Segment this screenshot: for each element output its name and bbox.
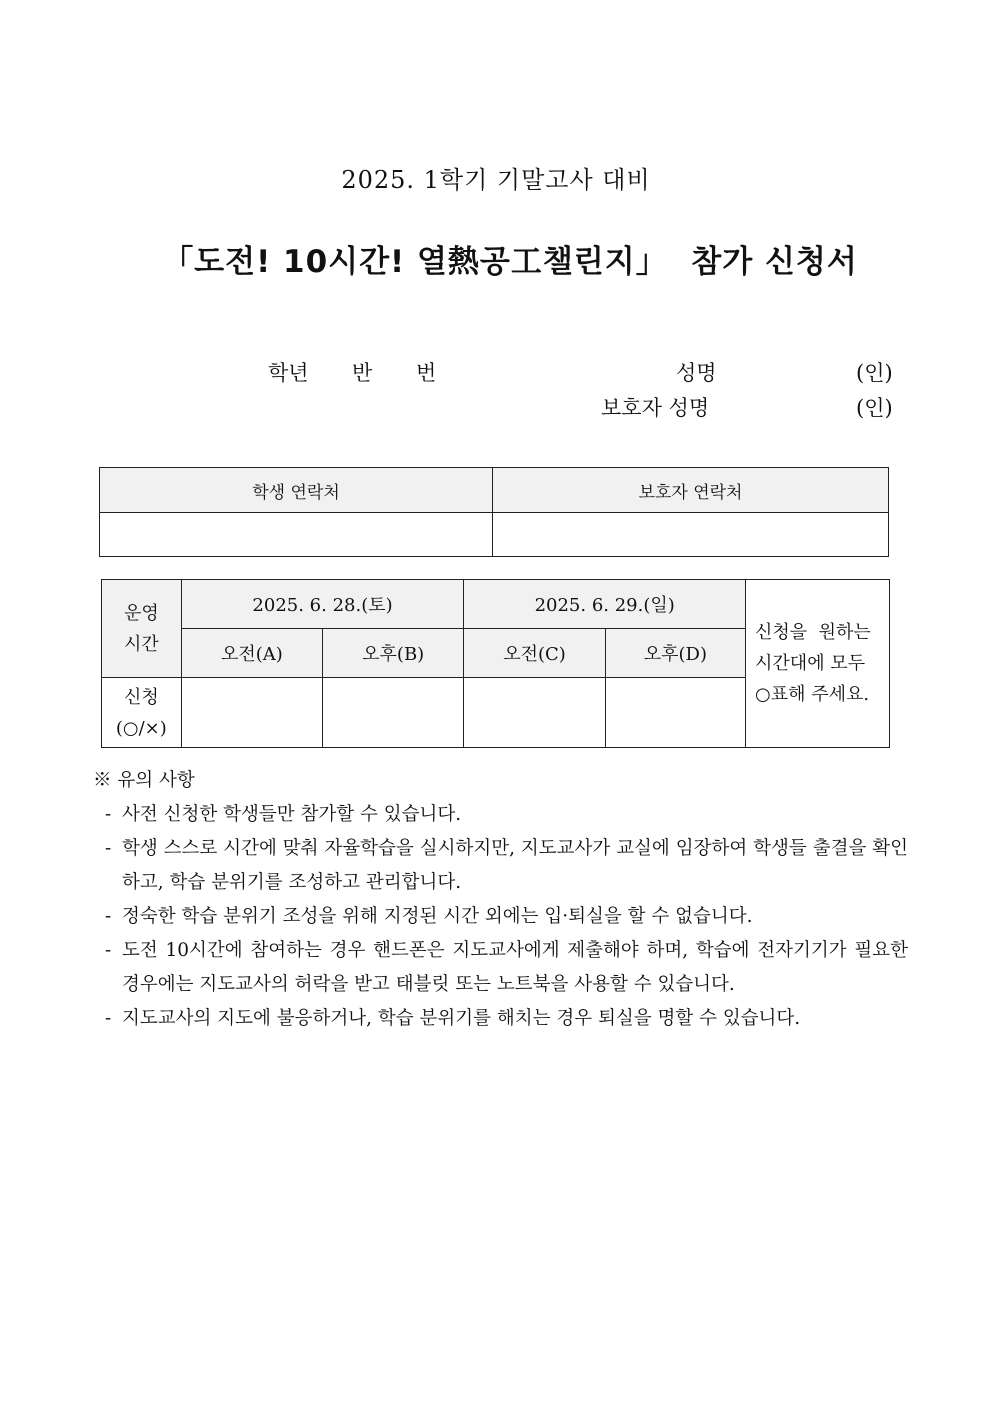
slot-b-field[interactable] — [323, 678, 464, 748]
note-dash: - — [105, 804, 112, 825]
note-item: - 정숙한 학습 분위기 조성을 위해 지정된 시간 외에는 입·퇴실을 할 수 없습니다. — [93, 900, 908, 934]
number-label: 번 — [416, 361, 437, 385]
schedule-table — [101, 579, 890, 748]
guardian-name-label: 보호자 성명 — [601, 396, 710, 420]
slot-d-field[interactable] — [605, 678, 745, 748]
slot-d-header: 오후(D) — [605, 629, 745, 678]
operating-time-label-line2: 시간 — [123, 633, 159, 655]
apply-label — [102, 678, 182, 748]
slot-c-field[interactable] — [464, 678, 605, 748]
guardian-contact-header: 보호자 연락처 — [493, 468, 889, 513]
student-contact-header: 학생 연락처 — [100, 468, 493, 513]
name-label: 성명 — [676, 361, 717, 385]
note-item: - 사전 신청한 학생들만 참가할 수 있습니다. — [93, 798, 908, 832]
note-dash: - — [105, 1008, 112, 1029]
instruction-note-line1: 신청을 원하는 — [755, 622, 871, 643]
note-dash: - — [105, 838, 112, 859]
note-dash: - — [105, 940, 112, 961]
note-item: - 도전 10시간에 참여하는 경우 핸드폰은 지도교사에게 제출해야 하며, 학습에 전자기기가 필요한 경우에는 지도교사의 허락을 받고 태블릿 또는 노트북을 사용할 수 있습니다. — [93, 934, 908, 1002]
note-dash: - — [105, 906, 112, 927]
slot-a-header: 오전(A) — [181, 629, 322, 678]
student-contact-field[interactable] — [100, 513, 493, 557]
day2-header: 2025. 6. 29.(일) — [464, 580, 746, 629]
instruction-note — [746, 580, 890, 748]
note-item: - 지도교사의 지도에 불응하거나, 학습 분위기를 해치는 경우 퇴실을 명할 수 있습니다. — [93, 1002, 908, 1036]
note-item: - 학생 스스로 시간에 맞춰 자율학습을 실시하지만, 지도교사가 교실에 임장하여 학생들 출결을 확인하고, 학습 분위기를 조성하고 관리합니다. — [93, 832, 908, 900]
slot-a-field[interactable] — [181, 678, 322, 748]
slot-b-header: 오후(B) — [323, 629, 464, 678]
guardian-seal-mark: (인) — [856, 396, 893, 420]
notes-section — [93, 764, 908, 1036]
operating-time-label-line1: 운영 — [123, 602, 159, 624]
operating-time-label — [102, 580, 182, 678]
form-title: 「도전! 10시간! 열熱공工챌린지」 참가 신청서 — [162, 244, 858, 280]
form-subtitle: 2025. 1학기 기말고사 대비 — [341, 166, 651, 194]
notes-heading: ※ 유의 사항 — [93, 770, 195, 791]
instruction-note-line2: 시간대에 모두 — [755, 653, 866, 674]
grade-label: 학년 — [268, 361, 309, 385]
apply-label-line2: (○/×) — [115, 717, 167, 739]
contact-table — [99, 467, 889, 557]
instruction-note-line3: ○표해 주세요. — [755, 684, 870, 705]
day1-header: 2025. 6. 28.(토) — [181, 580, 464, 629]
seal-mark: (인) — [856, 361, 893, 385]
class-label: 반 — [352, 361, 373, 385]
apply-label-line1: 신청 — [123, 686, 159, 708]
slot-c-header: 오전(C) — [464, 629, 605, 678]
guardian-contact-field[interactable] — [493, 513, 889, 557]
